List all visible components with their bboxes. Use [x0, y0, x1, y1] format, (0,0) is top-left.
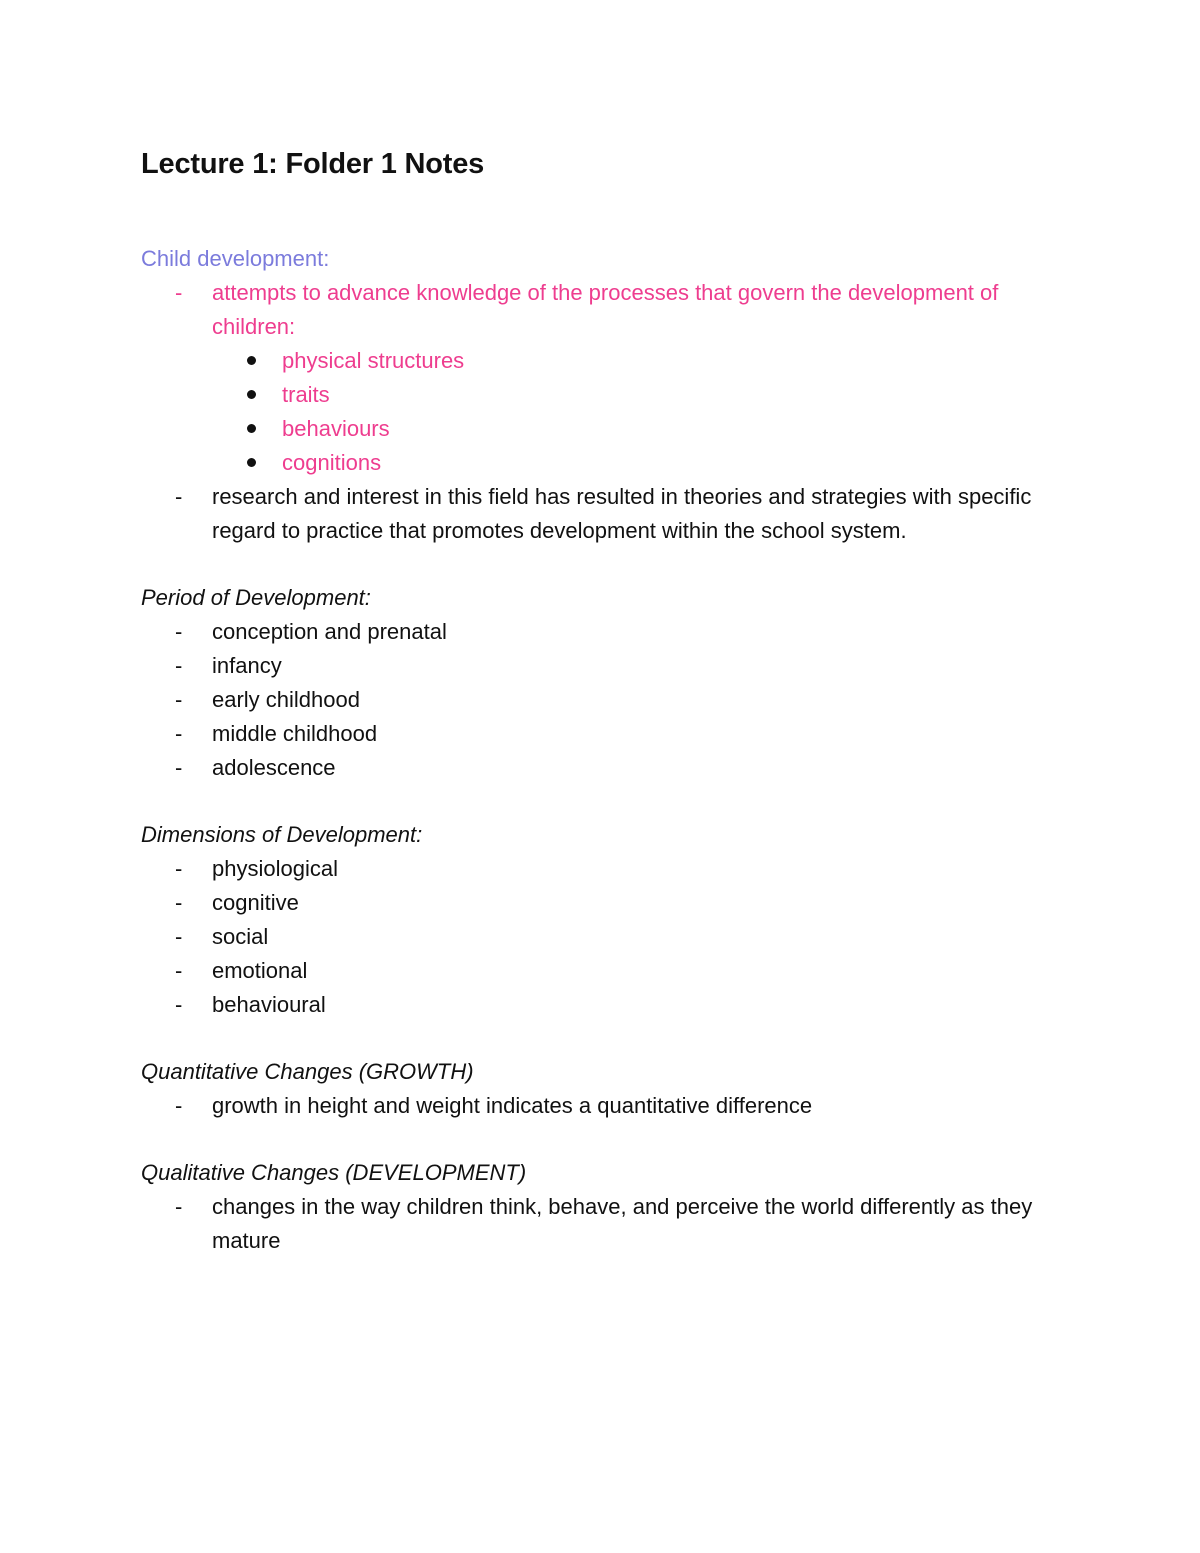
sub-list-item	[141, 378, 1041, 412]
section-heading-child-development: Child development:	[141, 246, 330, 271]
quantitative-list	[141, 1089, 1041, 1123]
dash-marker: -	[175, 755, 183, 780]
sub-list-item	[141, 344, 1041, 378]
list-item-text: conception and prenatal	[212, 619, 447, 644]
list-item-text: emotional	[212, 958, 308, 983]
list-item-text: physiological	[212, 856, 338, 881]
list-item	[141, 1089, 1041, 1123]
dash-marker: -	[175, 924, 183, 949]
list-item-text: adolescence	[212, 755, 336, 780]
sub-list-item-text: physical structures	[282, 348, 465, 373]
qualitative-list	[141, 1190, 1041, 1258]
bullet-icon	[247, 458, 256, 467]
spacer	[141, 785, 1041, 818]
spacer	[141, 1022, 1041, 1055]
list-item-text: changes in the way children think, behave, and perceive the world differently as they mature	[212, 1194, 1033, 1253]
list-item-text: cognitive	[212, 890, 299, 915]
list-item	[141, 615, 1041, 649]
list-item-text: growth in height and weight indicates a quantitative difference	[212, 1093, 813, 1118]
sub-list-item	[141, 446, 1041, 480]
list-item-text: middle childhood	[212, 721, 378, 746]
list-item	[141, 649, 1041, 683]
dash-marker: -	[175, 280, 183, 305]
list-item-text: social	[212, 924, 269, 949]
child-development-sublist	[141, 344, 1041, 480]
list-item	[141, 276, 1041, 344]
section-quantitative-changes	[141, 1055, 1041, 1123]
list-item	[141, 480, 1041, 548]
bullet-icon	[247, 424, 256, 433]
list-item-text: behavioural	[212, 992, 326, 1017]
dash-marker: -	[175, 484, 183, 509]
section-heading-period: Period of Development:	[141, 585, 371, 610]
section-heading-qualitative: Qualitative Changes (DEVELOPMENT)	[141, 1160, 527, 1185]
bullet-icon	[247, 390, 256, 399]
list-item-text: research and interest in this field has resulted in theories and strategies with specific regard to practice that promotes development within the school system.	[212, 484, 1032, 543]
section-qualitative-changes	[141, 1156, 1041, 1258]
list-item	[141, 920, 1041, 954]
spacer	[141, 186, 1041, 242]
dash-marker: -	[175, 1093, 183, 1118]
sub-list-item-text: traits	[282, 382, 330, 407]
dash-marker: -	[175, 958, 183, 983]
list-item	[141, 751, 1041, 785]
section-heading-quantitative: Quantitative Changes (GROWTH)	[141, 1059, 474, 1084]
page-title: Lecture 1: Folder 1 Notes	[141, 148, 485, 180]
child-development-list	[141, 276, 1041, 344]
list-item	[141, 683, 1041, 717]
sub-list-item-text: cognitions	[282, 450, 382, 475]
dimensions-list	[141, 852, 1041, 1022]
bullet-icon	[247, 356, 256, 365]
dash-marker: -	[175, 856, 183, 881]
dash-marker: -	[175, 687, 183, 712]
dash-marker: -	[175, 992, 183, 1017]
child-development-list-continued	[141, 480, 1041, 548]
list-item	[141, 1190, 1041, 1258]
list-item-text: infancy	[212, 653, 282, 678]
list-item	[141, 717, 1041, 751]
dash-marker: -	[175, 653, 183, 678]
section-heading-dimensions: Dimensions of Development:	[141, 822, 423, 847]
list-item	[141, 852, 1041, 886]
sub-list-item-text: behaviours	[282, 416, 390, 441]
dash-marker: -	[175, 890, 183, 915]
period-list	[141, 615, 1041, 785]
list-item-text: early childhood	[212, 687, 360, 712]
section-period-of-development	[141, 581, 1041, 785]
dash-marker: -	[175, 619, 183, 644]
list-item	[141, 954, 1041, 988]
document-page	[141, 142, 1041, 1258]
section-dimensions-of-development	[141, 818, 1041, 1022]
dash-marker: -	[175, 1194, 183, 1219]
spacer	[141, 548, 1041, 581]
section-child-development	[141, 242, 1041, 548]
list-item	[141, 988, 1041, 1022]
sub-list-item	[141, 412, 1041, 446]
dash-marker: -	[175, 721, 183, 746]
list-item	[141, 886, 1041, 920]
list-item-text: attempts to advance knowledge of the processes that govern the development of children:	[212, 280, 999, 339]
spacer	[141, 1123, 1041, 1156]
